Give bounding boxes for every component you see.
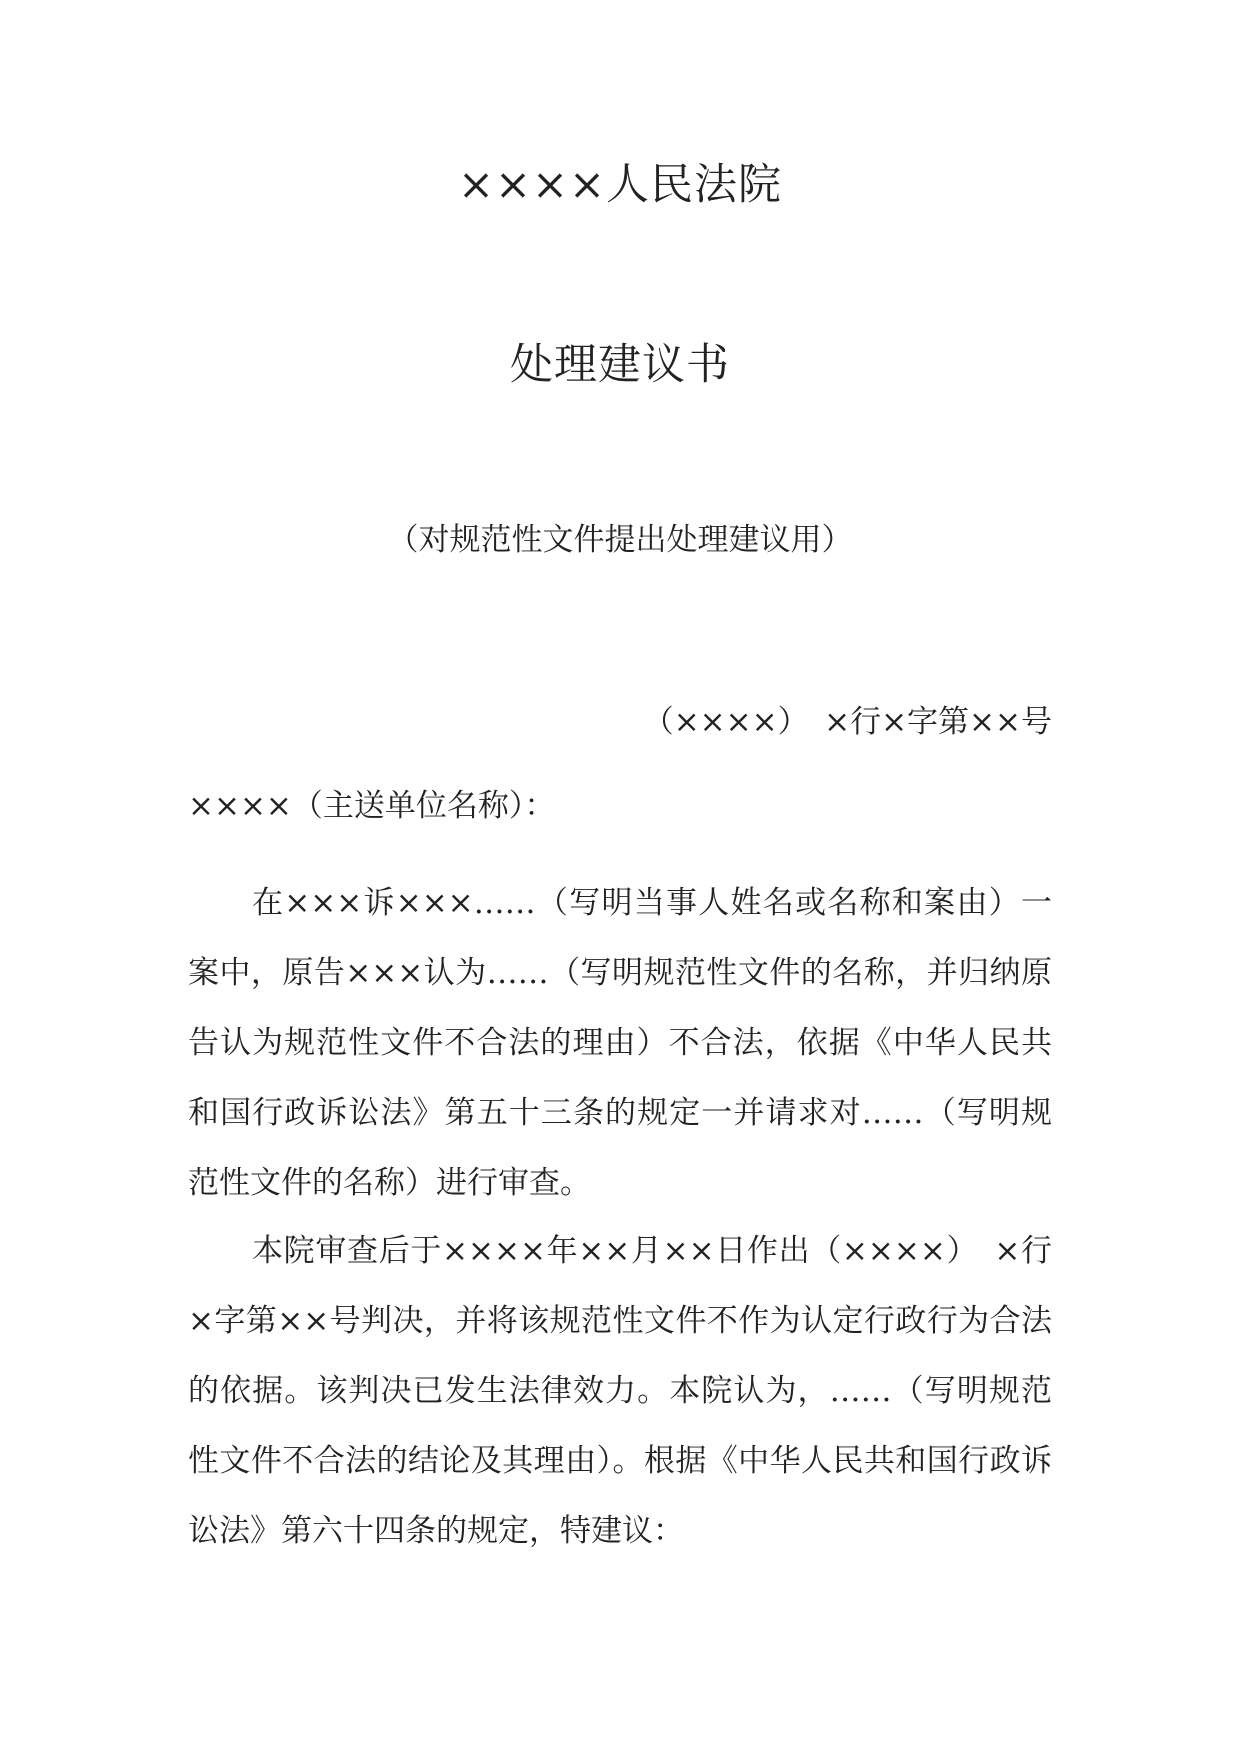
body-paragraph: 在×××诉×××……（写明当事人姓名或名称和案由）一案中，原告×××认为……（写明规范性文件的名称，并归纳原告认为规范性文件不合法的理由）不合法，依据《中华人民共和国行政诉讼法》第五十三条的规定一并请求对……（写明规范性文件的名称）进行审查。 (188, 885, 1052, 1201)
document-title: 处理建议书 (510, 340, 730, 390)
court-name: ××××人民法院 (457, 160, 783, 210)
body-paragraph: 本院审查后于××××年××月××日作出（××××） ×行×字第××号判决，并将该规范性文件不作为认定行政行为合法的依据。该判决已发生法律效力。本院认为，……（写明规范性文件不合法的结论及其理由）。根据《中华人民共和国行政诉讼法》第六十四条的规定，特建议： (188, 1233, 1052, 1549)
case-number: （××××） ×行×字第××号 (642, 704, 1052, 740)
document-subtitle: （对规范性文件提出处理建议用） (387, 522, 853, 558)
addressee: ××××（主送单位名称）： (188, 788, 556, 824)
